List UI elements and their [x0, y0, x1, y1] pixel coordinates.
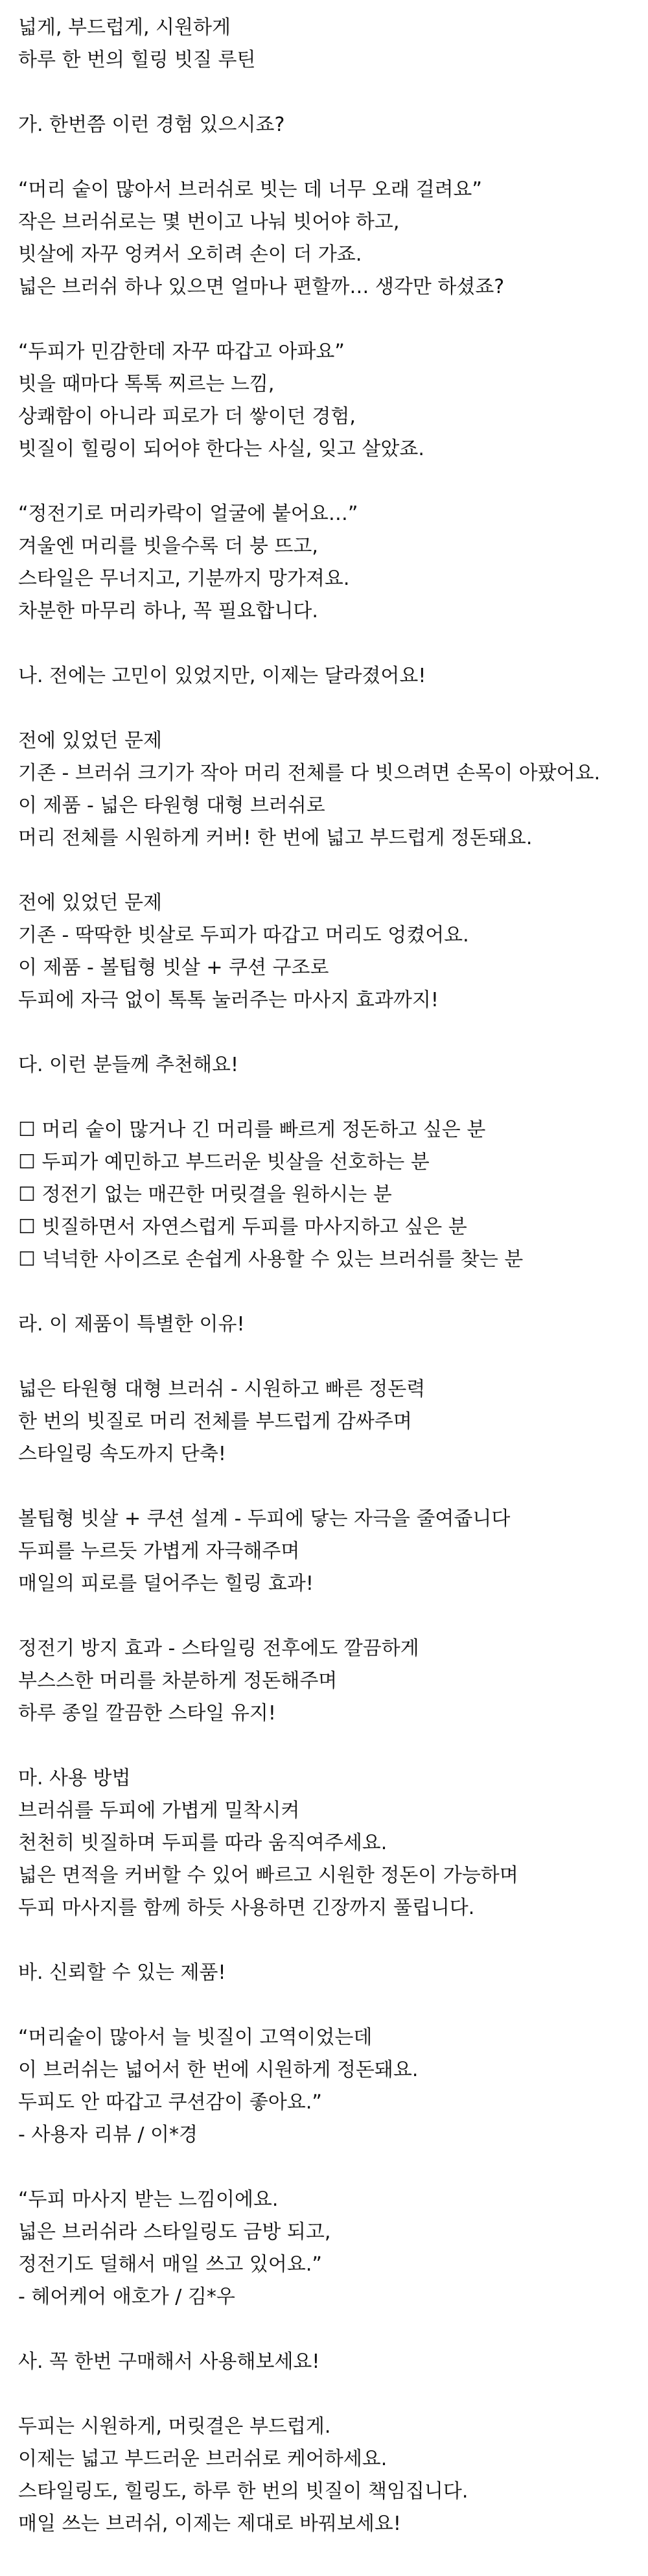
story-line: 상쾌함이 아니라 피로가 더 쌓이던 경험,: [18, 405, 356, 428]
reason-title: 볼팁형 빗살 + 쿠션 설계 - 두피에 닿는 자극을 줄여줍니다: [18, 1507, 511, 1530]
story-line: 차분한 마무리 하나, 꼭 필요합니다.: [18, 600, 318, 622]
usage-line: 브러쉬를 두피에 가볍게 밀착시켜: [18, 1799, 300, 1822]
comparison-block: [18, 725, 634, 855]
checklist-item: ☐ 정전기 없는 매끈한 머릿결을 원하시는 분: [18, 1179, 634, 1211]
story-line: 빗질이 힐링이 되어야 한다는 사실, 잊고 살았죠.: [18, 438, 424, 460]
story-quote: “머리 숱이 많아서 브러쉬로 빗는 데 너무 오래 걸려요”: [18, 178, 482, 201]
checklist-item: ☐ 빗질하면서 자연스럽게 두피를 마사지하고 싶은 분: [18, 1211, 634, 1244]
closing-line: 이제는 넓고 부드러운 브러쉬로 케어하세요.: [18, 2448, 388, 2470]
reason-title: 정전기 방지 효과 - 스타일링 전후에도 깔끔하게: [18, 1637, 419, 1660]
comparison-after-detail: 두피에 자극 없이 톡톡 눌러주는 마사지 효과까지!: [18, 989, 439, 1011]
section-f-heading-block: [18, 1957, 634, 1989]
closing-block: [18, 2411, 634, 2540]
recommendation-checklist: [18, 1114, 634, 1276]
section-heading: 사. 꼭 한번 구매해서 사용해보세요!: [18, 2350, 320, 2373]
intro-subheadline: 하루 한 번의 힐링 빗질 루틴: [18, 49, 256, 71]
section-g-heading-block: [18, 2346, 634, 2378]
section-heading: 가. 한번쯤 이런 경험 있으시죠?: [18, 113, 285, 136]
closing-line: 두피는 시원하게, 머릿결은 부드럽게.: [18, 2415, 331, 2438]
section-heading: 라. 이 제품이 특별한 이유!: [18, 1313, 245, 1336]
story-line: 빗살에 자꾸 엉켜서 오히려 손이 더 가죠.: [18, 243, 362, 266]
story-block: [18, 336, 634, 466]
comparison-after-detail: 머리 전체를 시원하게 커버! 한 번에 넓고 부드럽게 정돈돼요.: [18, 827, 533, 849]
closing-line: 매일 쓰는 브러쉬, 이제는 제대로 바꿔보세요!: [18, 2512, 401, 2535]
story-block: [18, 498, 634, 628]
product-description-document: [18, 12, 634, 2573]
comparison-block: [18, 887, 634, 1017]
reason-line: 두피를 누르듯 가볍게 자극해주며: [18, 1540, 300, 1563]
story-quote: “정전기로 머리카락이 얼굴에 붙어요…”: [18, 502, 358, 525]
closing-line: 스타일링도, 힐링도, 하루 한 번의 빗질이 책임집니다.: [18, 2480, 469, 2503]
review-block: [18, 2184, 634, 2313]
section-b-heading-block: [18, 660, 634, 692]
usage-block: [18, 1762, 634, 1924]
review-author: - 헤어케어 애호가 / 김*우: [18, 2286, 235, 2308]
story-line: 작은 브러쉬로는 몇 번이고 나눠 빗어야 하고,: [18, 211, 400, 233]
usage-line: 넓은 면적을 커버할 수 있어 빠르고 시원한 정돈이 가능하며: [18, 1864, 518, 1887]
section-heading: 바. 신뢰할 수 있는 제품!: [18, 1961, 226, 1984]
story-block: [18, 174, 634, 303]
reason-line: 스타일링 속도까지 단축!: [18, 1443, 226, 1465]
comparison-before: 기존 - 브러쉬 크기가 작아 머리 전체를 다 빗으려면 손목이 아팠어요.: [18, 762, 601, 785]
usage-line: 천천히 빗질하며 두피를 따라 움직여주세요.: [18, 1832, 388, 1854]
reason-line: 한 번의 빗질로 머리 전체를 부드럽게 감싸주며: [18, 1410, 412, 1433]
section-a-heading-block: [18, 109, 634, 141]
comparison-after: 이 제품 - 볼팁형 빗살 + 쿠션 구조로: [18, 956, 329, 979]
story-quote: “두피가 민감한데 자꾸 따갑고 아파요”: [18, 340, 345, 363]
story-line: 넓은 브러쉬 하나 있으면 얼마나 편할까… 생각만 하셨죠?: [18, 276, 505, 298]
review-quote: “머리숱이 많아서 늘 빗질이 고역이었는데: [18, 2026, 373, 2049]
checklist-item: ☐ 넉넉한 사이즈로 손쉽게 사용할 수 있는 브러쉬를 찾는 분: [18, 1244, 634, 1276]
review-quote: 넓은 브러쉬라 스타일링도 금방 되고,: [18, 2221, 331, 2243]
section-heading: 마. 사용 방법: [18, 1767, 131, 1790]
intro-headline: 넓게, 부드럽게, 시원하게: [18, 16, 231, 39]
reason-block: [18, 1503, 634, 1600]
story-line: 빗을 때마다 톡톡 찌르는 느낌,: [18, 373, 275, 396]
section-c-heading-block: [18, 1049, 634, 1081]
review-author: - 사용자 리뷰 / 이*경: [18, 2123, 198, 2146]
reason-line: 부스스한 머리를 차분하게 정돈해주며: [18, 1670, 338, 1692]
comparison-after: 이 제품 - 넓은 타원형 대형 브러쉬로: [18, 794, 325, 817]
review-block: [18, 2022, 634, 2151]
intro-block: [18, 12, 634, 77]
usage-line: 두피 마사지를 함께 하듯 사용하면 긴장까지 풀립니다.: [18, 1897, 475, 1919]
reason-block: [18, 1633, 634, 1730]
story-line: 스타일은 무너지고, 기분까지 망가져요.: [18, 567, 350, 590]
review-quote: 이 브러쉬는 넓어서 한 번에 시원하게 정돈돼요.: [18, 2059, 419, 2081]
comparison-title: 전에 있었던 문제: [18, 892, 162, 914]
comparison-before: 기존 - 딱딱한 빗살로 두피가 따갑고 머리도 엉켰어요.: [18, 924, 469, 947]
review-quote: 정전기도 덜해서 매일 쓰고 있어요.”: [18, 2253, 322, 2276]
section-heading: 다. 이런 분들께 추천해요!: [18, 1054, 238, 1076]
checklist-item: ☐ 두피가 예민하고 부드러운 빗살을 선호하는 분: [18, 1146, 634, 1179]
section-d-heading-block: [18, 1308, 634, 1341]
story-line: 겨울엔 머리를 빗을수록 더 붕 뜨고,: [18, 535, 318, 558]
reason-title: 넓은 타원형 대형 브러쉬 - 시원하고 빠른 정돈력: [18, 1378, 426, 1400]
comparison-title: 전에 있었던 문제: [18, 729, 162, 752]
review-quote: 두피도 안 따갑고 쿠션감이 좋아요.”: [18, 2091, 322, 2114]
section-heading: 나. 전에는 고민이 있었지만, 이제는 달라졌어요!: [18, 665, 426, 687]
review-quote: “두피 마사지 받는 느낌이에요.: [18, 2188, 279, 2211]
checklist-item: ☐ 머리 숱이 많거나 긴 머리를 빠르게 정돈하고 싶은 분: [18, 1114, 634, 1146]
reason-block: [18, 1373, 634, 1471]
reason-line: 하루 종일 깔끔한 스타일 유지!: [18, 1702, 276, 1725]
reason-line: 매일의 피로를 덜어주는 힐링 효과!: [18, 1572, 314, 1595]
